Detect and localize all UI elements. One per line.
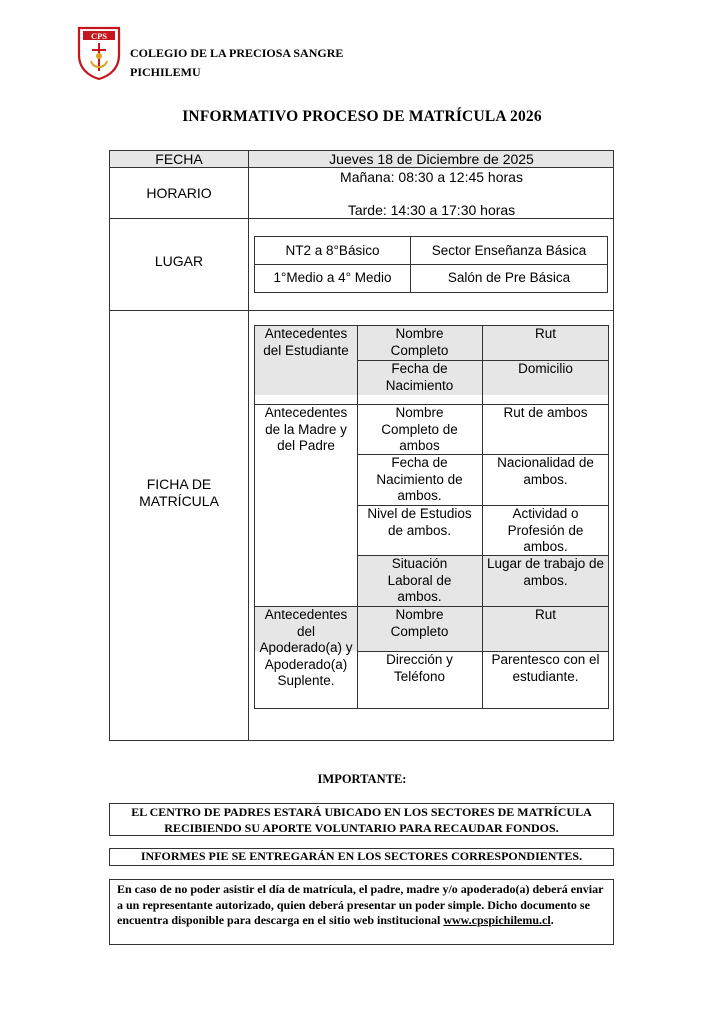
ficha-item: Rut [534,607,556,622]
ficha-item: Parentesco con el estudiante. [491,652,600,684]
ficha-item: Rut [534,326,556,341]
estudiante-title: Antecedentes del Estudiante [263,326,349,358]
school-name-line1: COLEGIO DE LA PRECIOSA SANGRE [130,46,344,60]
ficha-item: Lugar de trabajo de ambos. [486,556,605,588]
importante-heading: IMPORTANTE: [317,772,407,786]
lugar-level: NT2 a 8°Básico [285,243,380,258]
ficha-item: Dirección y Teléfono [386,652,453,684]
ficha-item: Nacionalidad de ambos. [497,455,594,487]
horario-afternoon: Tarde: 14:30 a 17:30 horas [347,202,516,218]
fecha-label: FECHA [155,151,203,167]
website-link[interactable]: www.cpspichilemu.cl [443,913,551,927]
apoderado-title: Antecedentes del Apoderado(a) y Apoderado(a) Suplente. [259,607,353,688]
ficha-label [110,476,248,510]
row-divider [110,310,613,311]
representative-notice [109,879,614,945]
ficha-item: Nombre Completo [390,326,449,358]
lugar-label: LUGAR [154,253,204,269]
informes-pie-notice: INFORMES PIE SE ENTREGARÁN EN LOS SECTORES CORRESPONDIENTES. [109,848,614,866]
horario-label: HORARIO [146,185,212,201]
ficha-item: Nivel de Estudios de ambos. [367,506,472,538]
lugar-table [254,236,608,293]
lugar-place: Salón de Pre Básica [447,270,571,285]
fecha-value: Jueves 18 de Diciembre de 2025 [329,151,534,167]
ficha-item: Nombre Completo de ambos [381,405,458,453]
ficha-item: Domicilio [518,361,573,376]
representative-notice-text: En caso de no poder asistir el día de matrícula, el padre, madre y/o apoderado(a) deberá enviar a un representante autorizado, quien deberá presentar un poder simple. Dicho documento se encuentra disponible para descarga en el sitio web institucional [117,882,604,927]
ficha-item: Rut de ambos [503,405,588,420]
enrollment-info-table [109,150,614,741]
lugar-place: Sector Enseñanza Básica [431,243,587,258]
ficha-item: Fecha de Nacimiento [385,361,454,393]
document-title: INFORMATIVO PROCESO DE MATRÍCULA 2026 [182,108,542,125]
ficha-item: Fecha de Nacimiento de ambos. [376,455,463,503]
ficha-label-text: FICHA DE MATRÍCULA [139,476,219,509]
ficha-item: Situación Laboral de ambos. [387,556,452,604]
notice-period: . [550,913,554,927]
logo-text: CPS [90,31,108,41]
school-name-line2: PICHILEMU [130,65,201,79]
horario-morning: Mañana: 08:30 a 12:45 horas [340,169,523,185]
lugar-level: 1°Medio a 4° Medio [273,270,392,285]
ficha-table [254,325,609,709]
school-crest-logo [76,25,122,81]
centro-padres-notice: EL CENTRO DE PADRES ESTARÁ UBICADO EN LOS SECTORES DE MATRÍCULA RECIBIENDO SU APORTE VOLUNTARIO PARA RECAUDAR FONDOS. [109,803,614,836]
ficha-item: Actividad o Profesión de ambos. [507,506,584,554]
column-divider [248,151,249,740]
school-name [130,44,343,82]
padres-title: Antecedentes de la Madre y del Padre [264,405,348,453]
ficha-item: Nombre Completo [390,607,449,639]
